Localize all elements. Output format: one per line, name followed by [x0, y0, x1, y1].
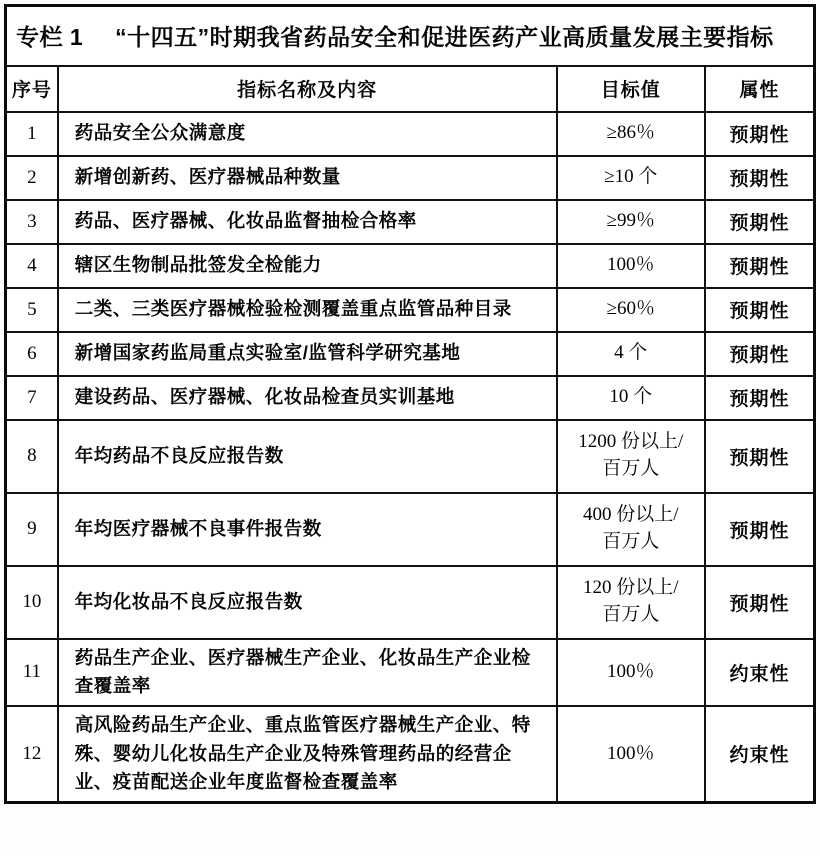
target-line: ≥86％ — [606, 122, 655, 144]
row-no: 10 — [6, 566, 58, 639]
target-line: 100％ — [607, 742, 655, 764]
target-value — [557, 566, 706, 639]
table-row — [6, 244, 815, 288]
header-row — [6, 66, 815, 112]
panel-title-cell — [6, 6, 815, 66]
row-no: 1 — [6, 112, 58, 156]
table-row — [6, 156, 815, 200]
target-line: 1200 份以上/ — [578, 431, 684, 453]
attribute-value: 预期性 — [705, 493, 814, 566]
row-no: 4 — [6, 244, 58, 288]
table-row — [6, 332, 815, 376]
row-no: 8 — [6, 420, 58, 493]
indicator-name: 年均化妆品不良反应报告数 — [58, 566, 557, 639]
attribute-value: 预期性 — [705, 420, 814, 493]
attribute-value: 预期性 — [705, 288, 814, 332]
col-header-target: 目标值 — [557, 66, 706, 112]
target-line: 120 份以上/ — [583, 577, 679, 599]
indicator-name: 药品、医疗器械、化妆品监督抽检合格率 — [58, 200, 557, 244]
target-value — [557, 156, 706, 200]
target-line: 10 个 — [609, 386, 653, 408]
row-no: 11 — [6, 639, 58, 706]
target-line: 4 个 — [614, 342, 648, 364]
indicator-name: 新增国家药监局重点实验室/监管科学研究基地 — [58, 332, 557, 376]
table-row — [6, 566, 815, 639]
target-value — [557, 288, 706, 332]
attribute-value: 预期性 — [705, 244, 814, 288]
target-line: 100％ — [607, 254, 655, 276]
attribute-value: 预期性 — [705, 332, 814, 376]
panel-title: “十四五”时期我省药品安全和促进医药产业高质量发展主要指标 — [115, 24, 774, 51]
indicator-name: 药品安全公众满意度 — [58, 112, 557, 156]
attribute-value: 约束性 — [705, 706, 814, 803]
table-row — [6, 706, 815, 803]
target-value — [557, 244, 706, 288]
row-no: 7 — [6, 376, 58, 420]
target-value — [557, 493, 706, 566]
target-line: 百万人 — [602, 458, 660, 479]
target-value — [557, 420, 706, 493]
title-row — [6, 6, 815, 66]
document-page — [0, 4, 820, 856]
target-line: ≥60％ — [606, 298, 655, 320]
table-row — [6, 376, 815, 420]
target-value — [557, 639, 706, 706]
indicator-name: 辖区生物制品批签发全检能力 — [58, 244, 557, 288]
attribute-value: 预期性 — [705, 156, 814, 200]
row-no: 6 — [6, 332, 58, 376]
target-value — [557, 706, 706, 803]
indicator-name: 年均医疗器械不良事件报告数 — [58, 493, 557, 566]
target-line: ≥10 个 — [604, 166, 658, 188]
attribute-value: 预期性 — [705, 376, 814, 420]
target-value — [557, 376, 706, 420]
target-line: 百万人 — [602, 531, 660, 552]
indicator-name: 二类、三类医疗器械检验检测覆盖重点监管品种目录 — [58, 288, 557, 332]
panel-label: 专栏 1 — [16, 24, 84, 51]
attribute-value: 预期性 — [705, 566, 814, 639]
indicator-name: 建设药品、医疗器械、化妆品检查员实训基地 — [58, 376, 557, 420]
col-header-attr: 属性 — [705, 66, 814, 112]
attribute-value: 预期性 — [705, 112, 814, 156]
target-value — [557, 112, 706, 156]
indicator-name: 药品生产企业、医疗器械生产企业、化妆品生产企业检查覆盖率 — [58, 639, 557, 706]
row-no: 5 — [6, 288, 58, 332]
row-no: 2 — [6, 156, 58, 200]
row-no: 3 — [6, 200, 58, 244]
target-line: 100％ — [607, 660, 655, 682]
indicator-name: 新增创新药、医疗器械品种数量 — [58, 156, 557, 200]
table-row — [6, 112, 815, 156]
table-row — [6, 288, 815, 332]
row-no: 9 — [6, 493, 58, 566]
table-row — [6, 420, 815, 493]
table-row — [6, 639, 815, 706]
indicator-table — [4, 4, 816, 804]
indicator-name: 年均药品不良反应报告数 — [58, 420, 557, 493]
row-no: 12 — [6, 706, 58, 803]
table-row — [6, 200, 815, 244]
col-header-no: 序号 — [6, 66, 58, 112]
target-line: ≥99％ — [606, 210, 655, 232]
target-line: 百万人 — [602, 604, 660, 625]
table-row — [6, 493, 815, 566]
target-line: 400 份以上/ — [583, 504, 679, 526]
attribute-value: 预期性 — [705, 200, 814, 244]
target-value — [557, 332, 706, 376]
indicator-name: 高风险药品生产企业、重点监管医疗器械生产企业、特殊、婴幼儿化妆品生产企业及特殊管理药品的经营企业、疫苗配送企业年度监督检查覆盖率 — [58, 706, 557, 803]
attribute-value: 约束性 — [705, 639, 814, 706]
target-value — [557, 200, 706, 244]
col-header-name: 指标名称及内容 — [58, 66, 557, 112]
